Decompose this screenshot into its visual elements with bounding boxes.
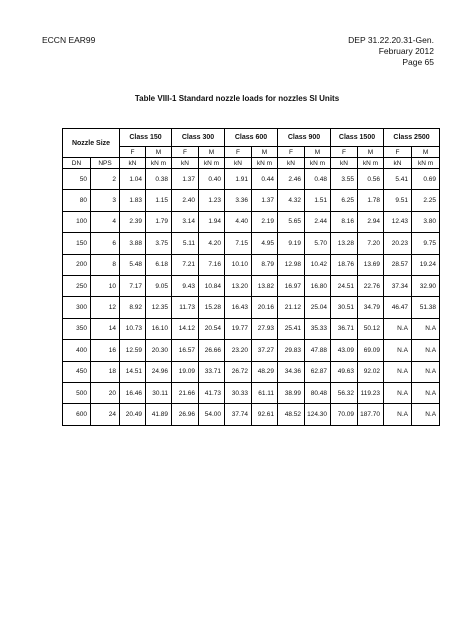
force-cell: 56.32 [331, 382, 358, 403]
force-cell: 20.23 [384, 233, 412, 254]
moment-cell: 2.25 [412, 190, 440, 211]
force-cell: 5.41 [384, 169, 412, 190]
moment-cell: 187.70 [358, 404, 384, 425]
moment-cell: 34.79 [358, 297, 384, 318]
moment-cell: N.A [412, 404, 440, 425]
force-cell: 13.28 [331, 233, 358, 254]
header-left: ECCN EAR99 [42, 35, 96, 45]
table-row [63, 211, 440, 232]
class-900-header: Class 900 [278, 129, 331, 147]
doc-date: February 2012 [378, 46, 434, 56]
moment-cell: 33.71 [199, 361, 225, 382]
nps-cell: 10 [91, 275, 120, 296]
moment-unit: kN m [146, 158, 172, 169]
moment-cell: 4.20 [199, 233, 225, 254]
moment-cell: 32.90 [412, 275, 440, 296]
moment-cell: 35.33 [305, 318, 331, 339]
moment-cell: 1.51 [305, 190, 331, 211]
force-cell: 2.40 [172, 190, 199, 211]
table-row [63, 361, 440, 382]
page-number: Page 65 [402, 57, 434, 67]
moment-cell: 41.89 [146, 404, 172, 425]
header-right [348, 35, 434, 68]
dn-cell: 400 [63, 340, 91, 361]
force-cell: 7.17 [120, 275, 146, 296]
moment-cell: 16.10 [146, 318, 172, 339]
force-cell: 2.39 [120, 211, 146, 232]
class-300-header: Class 300 [172, 129, 225, 147]
dn-cell: 50 [63, 169, 91, 190]
moment-unit: kN m [358, 158, 384, 169]
force-cell: 16.46 [120, 382, 146, 403]
table-row [63, 254, 440, 275]
force-cell: N.A [384, 318, 412, 339]
force-cell: 9.43 [172, 275, 199, 296]
force-cell: 1.83 [120, 190, 146, 211]
force-cell: 48.52 [278, 404, 305, 425]
moment-cell: 7.16 [199, 254, 225, 275]
nps-cell: 8 [91, 254, 120, 275]
nps-cell: 4 [91, 211, 120, 232]
moment-header: M [305, 147, 331, 158]
force-cell: 19.77 [225, 318, 252, 339]
force-cell: 3.36 [225, 190, 252, 211]
force-cell: 8.16 [331, 211, 358, 232]
force-cell: 30.33 [225, 382, 252, 403]
table-row [63, 297, 440, 318]
dn-cell: 500 [63, 382, 91, 403]
moment-cell: 1.37 [252, 190, 278, 211]
force-cell: 5.48 [120, 254, 146, 275]
force-cell: 12.98 [278, 254, 305, 275]
table-row [63, 169, 440, 190]
force-cell: 16.97 [278, 275, 305, 296]
force-cell: N.A [384, 340, 412, 361]
moment-cell: 9.05 [146, 275, 172, 296]
moment-cell: 1.23 [199, 190, 225, 211]
force-cell: 70.09 [331, 404, 358, 425]
force-cell: 10.73 [120, 318, 146, 339]
moment-unit: kN m [252, 158, 278, 169]
moment-cell: 10.84 [199, 275, 225, 296]
force-cell: 30.51 [331, 297, 358, 318]
moment-cell: 22.76 [358, 275, 384, 296]
dn-cell: 80 [63, 190, 91, 211]
force-cell: 37.34 [384, 275, 412, 296]
moment-cell: 25.04 [305, 297, 331, 318]
force-cell: 24.51 [331, 275, 358, 296]
nps-cell: 18 [91, 361, 120, 382]
moment-cell: 27.93 [252, 318, 278, 339]
table-row [63, 318, 440, 339]
moment-cell: 0.48 [305, 169, 331, 190]
table-row [63, 233, 440, 254]
force-unit: kN [172, 158, 199, 169]
moment-cell: 0.40 [199, 169, 225, 190]
moment-cell: 26.66 [199, 340, 225, 361]
force-cell: 34.36 [278, 361, 305, 382]
dn-cell: 300 [63, 297, 91, 318]
nps-cell: 12 [91, 297, 120, 318]
table-row [63, 190, 440, 211]
table-row [63, 275, 440, 296]
moment-cell: 3.80 [412, 211, 440, 232]
doc-number: DEP 31.22.20.31-Gen. [348, 35, 434, 45]
moment-cell: 13.69 [358, 254, 384, 275]
force-cell: 12.59 [120, 340, 146, 361]
force-header: F [331, 147, 358, 158]
force-cell: 14.51 [120, 361, 146, 382]
moment-cell: N.A [412, 318, 440, 339]
moment-cell: 92.61 [252, 404, 278, 425]
force-cell: 20.49 [120, 404, 146, 425]
force-cell: 5.65 [278, 211, 305, 232]
force-cell: 9.19 [278, 233, 305, 254]
force-unit: kN [225, 158, 252, 169]
force-cell: 7.21 [172, 254, 199, 275]
dn-cell: 100 [63, 211, 91, 232]
moment-cell: 0.56 [358, 169, 384, 190]
moment-cell: 1.15 [146, 190, 172, 211]
moment-cell: 3.75 [146, 233, 172, 254]
dn-cell: 200 [63, 254, 91, 275]
nps-cell: 20 [91, 382, 120, 403]
force-cell: 11.73 [172, 297, 199, 318]
dn-cell: 350 [63, 318, 91, 339]
moment-cell: 4.95 [252, 233, 278, 254]
moment-cell: 1.79 [146, 211, 172, 232]
force-cell: N.A [384, 404, 412, 425]
force-cell: 6.25 [331, 190, 358, 211]
moment-cell: N.A [412, 382, 440, 403]
dn-header: DN [63, 158, 91, 169]
force-cell: 14.12 [172, 318, 199, 339]
force-header: F [120, 147, 146, 158]
force-cell: 25.41 [278, 318, 305, 339]
force-cell: 18.76 [331, 254, 358, 275]
force-cell: 26.72 [225, 361, 252, 382]
force-cell: 8.92 [120, 297, 146, 318]
force-cell: 5.11 [172, 233, 199, 254]
force-cell: 1.04 [120, 169, 146, 190]
moment-cell: 92.02 [358, 361, 384, 382]
force-cell: 21.12 [278, 297, 305, 318]
moment-cell: 47.88 [305, 340, 331, 361]
moment-cell: N.A [412, 361, 440, 382]
force-header: F [278, 147, 305, 158]
force-cell: N.A [384, 382, 412, 403]
force-cell: 49.63 [331, 361, 358, 382]
force-cell: 36.71 [331, 318, 358, 339]
moment-cell: 12.35 [146, 297, 172, 318]
force-cell: 1.91 [225, 169, 252, 190]
moment-cell: 2.44 [305, 211, 331, 232]
moment-cell: 51.38 [412, 297, 440, 318]
moment-cell: 54.00 [199, 404, 225, 425]
force-unit: kN [331, 158, 358, 169]
moment-header: M [358, 147, 384, 158]
class-1500-header: Class 1500 [331, 129, 384, 147]
moment-cell: 41.73 [199, 382, 225, 403]
moment-cell: 0.44 [252, 169, 278, 190]
moment-cell: 20.54 [199, 318, 225, 339]
moment-cell: 5.70 [305, 233, 331, 254]
table-row [63, 382, 440, 403]
class-600-header: Class 600 [225, 129, 278, 147]
nps-header: NPS [91, 158, 120, 169]
moment-cell: N.A [412, 340, 440, 361]
nps-cell: 16 [91, 340, 120, 361]
force-cell: 43.09 [331, 340, 358, 361]
moment-header: M [252, 147, 278, 158]
force-cell: 4.32 [278, 190, 305, 211]
nps-cell: 6 [91, 233, 120, 254]
force-cell: 3.14 [172, 211, 199, 232]
force-cell: 23.20 [225, 340, 252, 361]
moment-header: M [199, 147, 225, 158]
force-cell: 37.74 [225, 404, 252, 425]
force-cell: 16.57 [172, 340, 199, 361]
moment-cell: 2.19 [252, 211, 278, 232]
nps-cell: 24 [91, 404, 120, 425]
moment-unit: kN m [199, 158, 225, 169]
force-cell: 7.15 [225, 233, 252, 254]
moment-cell: 24.96 [146, 361, 172, 382]
force-cell: 10.10 [225, 254, 252, 275]
force-cell: 1.37 [172, 169, 199, 190]
force-cell: 3.55 [331, 169, 358, 190]
class-2500-header: Class 2500 [384, 129, 440, 147]
force-cell: 28.57 [384, 254, 412, 275]
moment-cell: 0.38 [146, 169, 172, 190]
force-cell: 12.43 [384, 211, 412, 232]
force-cell: 2.46 [278, 169, 305, 190]
nozzle-size-header: Nozzle Size [63, 129, 120, 158]
moment-unit: kN m [305, 158, 331, 169]
dn-cell: 450 [63, 361, 91, 382]
moment-cell: 6.18 [146, 254, 172, 275]
force-cell: 21.66 [172, 382, 199, 403]
force-unit: kN [384, 158, 412, 169]
moment-cell: 62.87 [305, 361, 331, 382]
nozzle-loads-table [62, 128, 440, 426]
nps-cell: 14 [91, 318, 120, 339]
moment-cell: 119.23 [358, 382, 384, 403]
moment-cell: 15.28 [199, 297, 225, 318]
force-cell: 19.09 [172, 361, 199, 382]
force-unit: kN [120, 158, 146, 169]
nps-cell: 2 [91, 169, 120, 190]
moment-cell: 69.09 [358, 340, 384, 361]
force-unit: kN [278, 158, 305, 169]
moment-cell: 13.82 [252, 275, 278, 296]
table-row [63, 404, 440, 425]
force-header: F [172, 147, 199, 158]
moment-cell: 10.42 [305, 254, 331, 275]
moment-header: M [146, 147, 172, 158]
moment-cell: 16.80 [305, 275, 331, 296]
nps-cell: 3 [91, 190, 120, 211]
moment-cell: 30.11 [146, 382, 172, 403]
force-cell: 38.99 [278, 382, 305, 403]
moment-cell: 20.16 [252, 297, 278, 318]
force-cell: 26.96 [172, 404, 199, 425]
moment-cell: 80.48 [305, 382, 331, 403]
moment-cell: 48.29 [252, 361, 278, 382]
moment-cell: 37.27 [252, 340, 278, 361]
moment-cell: 0.69 [412, 169, 440, 190]
dn-cell: 250 [63, 275, 91, 296]
moment-cell: 1.94 [199, 211, 225, 232]
moment-header: M [412, 147, 440, 158]
dn-cell: 150 [63, 233, 91, 254]
moment-cell: 50.12 [358, 318, 384, 339]
moment-cell: 124.30 [305, 404, 331, 425]
force-cell: 29.83 [278, 340, 305, 361]
force-header: F [384, 147, 412, 158]
class-150-header: Class 150 [120, 129, 172, 147]
moment-unit: kN m [412, 158, 440, 169]
moment-cell: 19.24 [412, 254, 440, 275]
moment-cell: 2.94 [358, 211, 384, 232]
moment-cell: 9.75 [412, 233, 440, 254]
force-cell: 13.20 [225, 275, 252, 296]
moment-cell: 8.79 [252, 254, 278, 275]
force-cell: 4.40 [225, 211, 252, 232]
force-cell: 9.51 [384, 190, 412, 211]
force-cell: N.A [384, 361, 412, 382]
moment-cell: 61.11 [252, 382, 278, 403]
force-cell: 46.47 [384, 297, 412, 318]
force-cell: 16.43 [225, 297, 252, 318]
moment-cell: 20.30 [146, 340, 172, 361]
moment-cell: 7.20 [358, 233, 384, 254]
force-header: F [225, 147, 252, 158]
table-row [63, 340, 440, 361]
dn-cell: 600 [63, 404, 91, 425]
force-cell: 3.88 [120, 233, 146, 254]
table-title: Table VIII-1 Standard nozzle loads for nozzles SI Units [134, 94, 340, 103]
moment-cell: 1.78 [358, 190, 384, 211]
